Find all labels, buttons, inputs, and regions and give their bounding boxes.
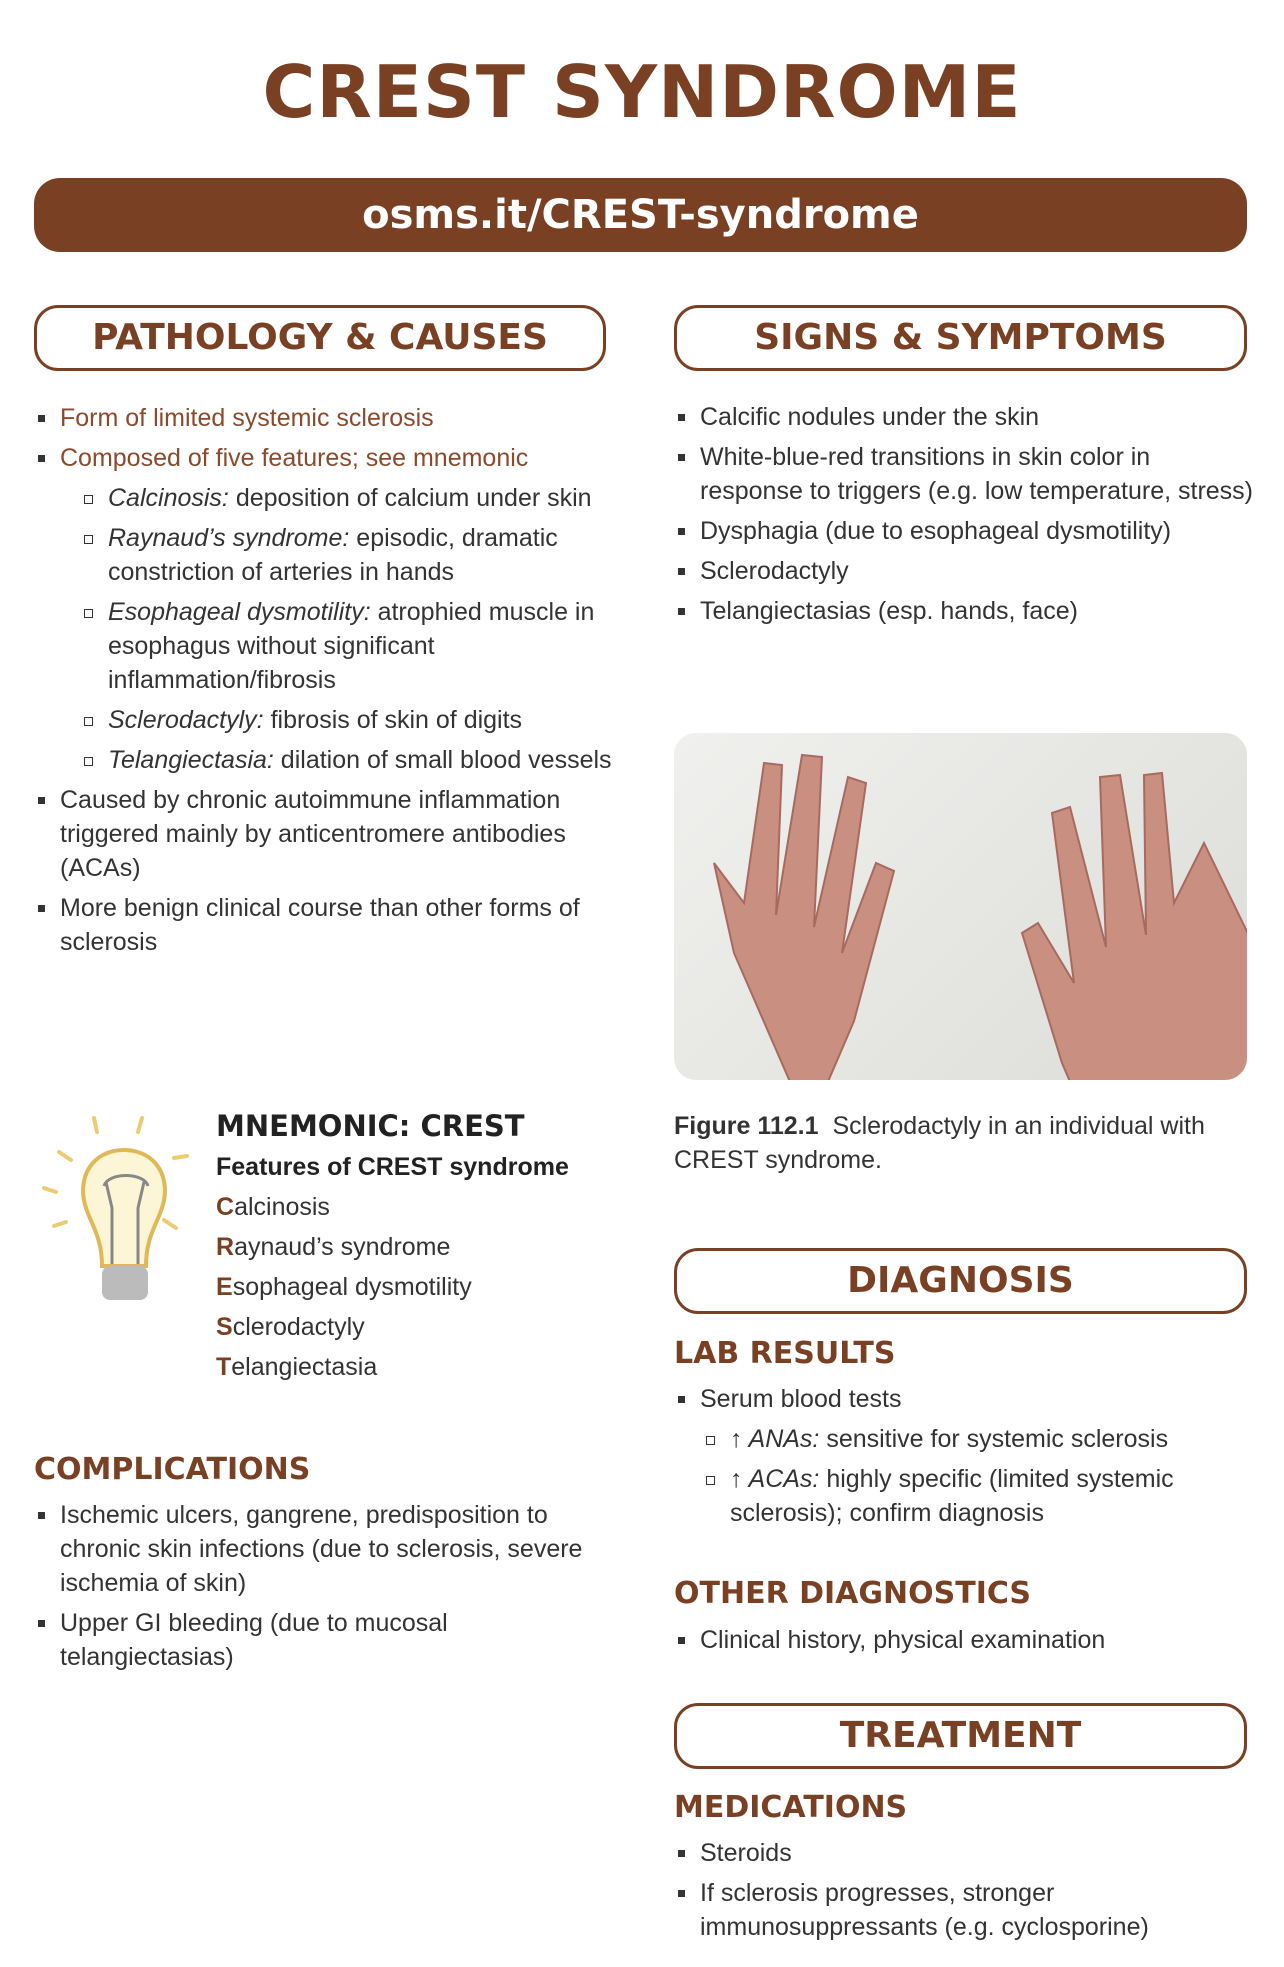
url-banner[interactable]: osms.it/CREST-syndrome — [34, 178, 1247, 252]
mnemonic-rest: elangiectasia — [231, 1353, 378, 1381]
item-text: Form of limited systemic sclerosis — [60, 404, 434, 432]
page-title: CREST SYNDROME — [262, 50, 1022, 134]
item-text: episodic, dramatic constriction of arteries in hands — [108, 524, 558, 586]
mnemonic-rest: aynaud’s syndrome — [234, 1233, 451, 1261]
mnemonic-item — [216, 1187, 616, 1227]
item-text: atrophied muscle in esophagus without significant inflammation/fibrosis — [108, 598, 595, 694]
pathology-list — [36, 401, 616, 965]
list-item: Caused by chronic autoimmune inflammation triggered mainly by anticentromere antibodies (ACAs) — [36, 783, 616, 885]
list-item: Steroids — [676, 1836, 1256, 1870]
list-item: More benign clinical course than other forms of sclerosis — [36, 891, 616, 959]
figure-caption — [674, 1109, 1254, 1177]
mnemonic-rest: sophageal dysmotility — [232, 1273, 472, 1301]
mnemonic-subtitle: Features of CREST syndrome — [216, 1153, 569, 1181]
list-item — [82, 521, 616, 589]
term: Telangiectasia: — [108, 746, 274, 774]
item-text: fibrosis of skin of digits — [263, 706, 523, 734]
list-item — [82, 743, 616, 777]
term: Calcinosis: — [108, 484, 229, 512]
mnemonic-letter: S — [216, 1313, 233, 1341]
list-item — [82, 481, 616, 515]
treatment-heading: TREATMENT — [674, 1703, 1247, 1769]
lab-list — [676, 1382, 1256, 1536]
other-diagnostics-list — [676, 1623, 1256, 1663]
term: Raynaud’s syndrome: — [108, 524, 350, 552]
caption-text: Sclerodactyly in an individual with CREST syndrome. — [674, 1112, 1205, 1174]
list-item: Dysphagia (due to esophageal dysmotility) — [676, 514, 1256, 548]
item-text: deposition of calcium under skin — [228, 484, 592, 512]
term: ↑ ANAs: — [730, 1425, 820, 1453]
term: Esophageal dysmotility: — [108, 598, 371, 626]
mnemonic-rest: clerodactyly — [232, 1313, 365, 1341]
item-text: Composed of five features; see mnemonic — [60, 444, 529, 472]
figure-label: Figure 112.1 — [674, 1112, 819, 1140]
list-item — [36, 441, 616, 475]
list-item: Telangiectasias (esp. hands, face) — [676, 594, 1256, 628]
diagnosis-heading: DIAGNOSIS — [674, 1248, 1247, 1314]
mnemonic-letter: C — [216, 1193, 235, 1221]
list-item: Calcific nodules under the skin — [676, 400, 1256, 434]
mnemonic-item — [216, 1347, 616, 1387]
mnemonic-item — [216, 1307, 616, 1347]
hands-photo — [674, 733, 1247, 1080]
term: ↑ ACAs: — [730, 1465, 820, 1493]
complications-list — [36, 1498, 606, 1680]
list-item: Clinical history, physical examination — [676, 1623, 1256, 1657]
lab-results-heading: LAB RESULTS — [674, 1336, 896, 1371]
signs-heading: SIGNS & SYMPTOMS — [674, 305, 1247, 371]
medications-heading: MEDICATIONS — [674, 1790, 908, 1825]
list-item — [82, 703, 616, 737]
list-item: Serum blood tests — [676, 1382, 1256, 1416]
other-diagnostics-heading: OTHER DIAGNOSTICS — [674, 1576, 1032, 1611]
mnemonic-letter: T — [216, 1353, 232, 1381]
mnemonic-box — [216, 1105, 616, 1387]
complications-heading: COMPLICATIONS — [34, 1452, 311, 1487]
list-item: Ischemic ulcers, gangrene, predisposition to chronic skin infections (due to sclerosis, severe ischemia of skin) — [36, 1498, 606, 1600]
mnemonic-letter: R — [216, 1233, 235, 1261]
signs-list — [676, 400, 1256, 634]
list-item: White-blue-red transitions in skin color in response to triggers (e.g. low temperature, stress) — [676, 440, 1256, 508]
mnemonic-letter: E — [216, 1273, 233, 1301]
pathology-heading: PATHOLOGY & CAUSES — [34, 305, 606, 371]
mnemonic-rest: alcinosis — [234, 1193, 330, 1221]
list-item — [704, 1462, 1256, 1530]
medications-list — [676, 1836, 1256, 1950]
list-item — [82, 595, 616, 697]
mnemonic-item — [216, 1227, 616, 1267]
list-item: If sclerosis progresses, stronger immunosuppressants (e.g. cyclosporine) — [676, 1876, 1256, 1944]
lightbulb-icon — [34, 1108, 194, 1308]
list-item — [704, 1422, 1256, 1456]
item-text: dilation of small blood vessels — [273, 746, 612, 774]
mnemonic-heading: MNEMONIC: CREST — [216, 1109, 525, 1143]
list-item: Sclerodactyly — [676, 554, 1256, 588]
term: Sclerodactyly: — [108, 706, 264, 734]
item-text: highly specific (limited systemic sclerosis); confirm diagnosis — [730, 1465, 1174, 1527]
item-text: sensitive for systemic sclerosis — [819, 1425, 1169, 1453]
list-item: Upper GI bleeding (due to mucosal telangiectasias) — [36, 1606, 606, 1674]
mnemonic-item — [216, 1267, 616, 1307]
list-item — [36, 401, 616, 435]
